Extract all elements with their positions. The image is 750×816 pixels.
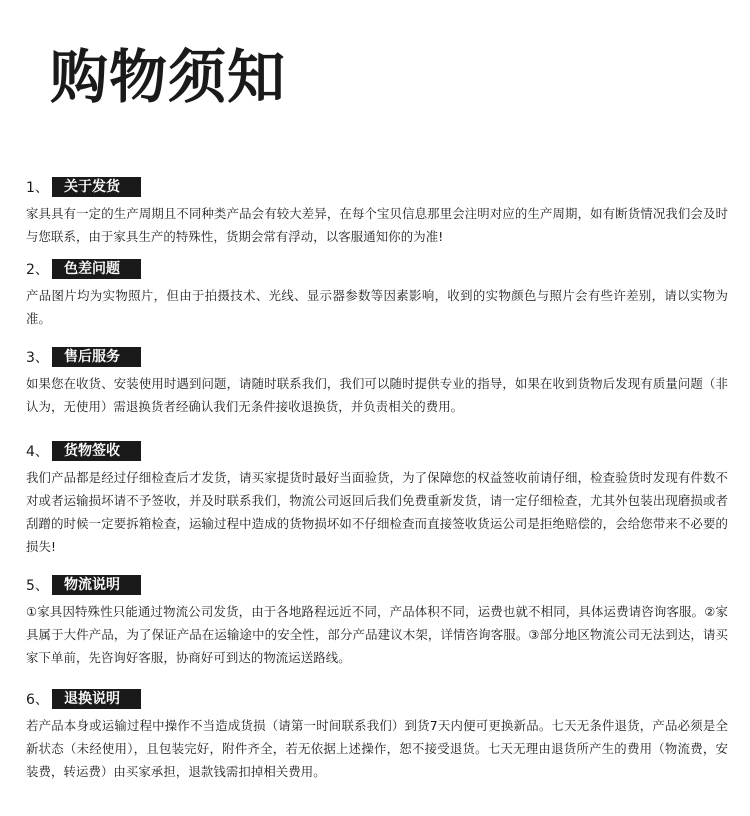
section-goods-receipt xyxy=(26,440,728,558)
section-header xyxy=(26,176,728,198)
section-title: 退换说明 xyxy=(52,689,141,709)
section-title: 货物签收 xyxy=(52,441,141,461)
section-title: 物流说明 xyxy=(52,575,141,595)
section-number: 4、 xyxy=(26,444,49,460)
section-after-sales xyxy=(26,346,728,418)
section-header xyxy=(26,346,728,368)
section-returns xyxy=(26,688,728,783)
section-number: 5、 xyxy=(26,578,49,594)
section-header xyxy=(26,440,728,462)
section-header xyxy=(26,574,728,596)
section-number: 3、 xyxy=(26,350,49,366)
section-number: 1、 xyxy=(26,180,49,196)
section-body: 如果您在收货、安装使用时遇到问题，请随时联系我们，我们可以随时提供专业的指导，如果在收到货物后发现有质量问题（非认为，无使用）需退换货者经确认我们无条件接收退换货，并负责相关的费用。 xyxy=(26,376,728,414)
section-body: 产品图片均为实物照片，但由于拍摄技术、光线、显示器参数等因素影响，收到的实物颜色与照片会有些许差别，请以实物为准。 xyxy=(26,288,728,326)
section-title: 关于发货 xyxy=(52,177,141,197)
section-shipping xyxy=(26,176,728,248)
section-color-difference xyxy=(26,258,728,330)
section-title: 售后服务 xyxy=(52,347,141,367)
section-logistics xyxy=(26,574,728,669)
section-body: ①家具因特殊性只能通过物流公司发货，由于各地路程远近不同，产品体积不同，运费也就不相同，具体运费请咨询客服。②家具属于大件产品，为了保证产品在运输途中的安全性，部分产品建议木架，详情咨询客服。③部分地区物流公司无法到达，请买家下单前，先咨询好客服，协商好可到达的物流运送路线。 xyxy=(26,604,728,665)
section-body: 我们产品都是经过仔细检查后才发货，请买家提货时最好当面验货，为了保障您的权益签收前请仔细，检查验货时发现有件数不对或者运输损坏请不予签收，并及时联系我们，物流公司返回后我们免费重新发货，请一定仔细检查，尤其外包装出现磨损或者刮蹭的时候一定要拆箱检查，运输过程中造成的货物损坏如不仔细检查而直接签收货运公司是拒绝赔偿的，会给您带来不必要的损失! xyxy=(26,470,728,554)
section-header xyxy=(26,258,728,280)
section-number: 2、 xyxy=(26,262,49,278)
section-title: 色差问题 xyxy=(52,259,141,279)
page-title: 购物须知 xyxy=(50,43,287,111)
section-body: 若产品本身或运输过程中操作不当造成货损（请第一时间联系我们）到货7天内便可更换新品。七天无条件退货，产品必须是全新状态（未经使用），且包装完好，附件齐全，若无依据上述操作，恕不接受退货。七天无理由退货所产生的费用（物流费，安装费，转运费）由买家承担，退款钱需扣掉相关费用。 xyxy=(26,718,728,779)
section-body: 家具具有一定的生产周期且不同种类产品会有较大差异，在每个宝贝信息那里会注明对应的生产周期，如有断货情况我们会及时与您联系，由于家具生产的特殊性，货期会常有浮动，以客服通知你的为准! xyxy=(26,206,728,244)
section-header xyxy=(26,688,728,710)
section-number: 6、 xyxy=(26,692,49,708)
